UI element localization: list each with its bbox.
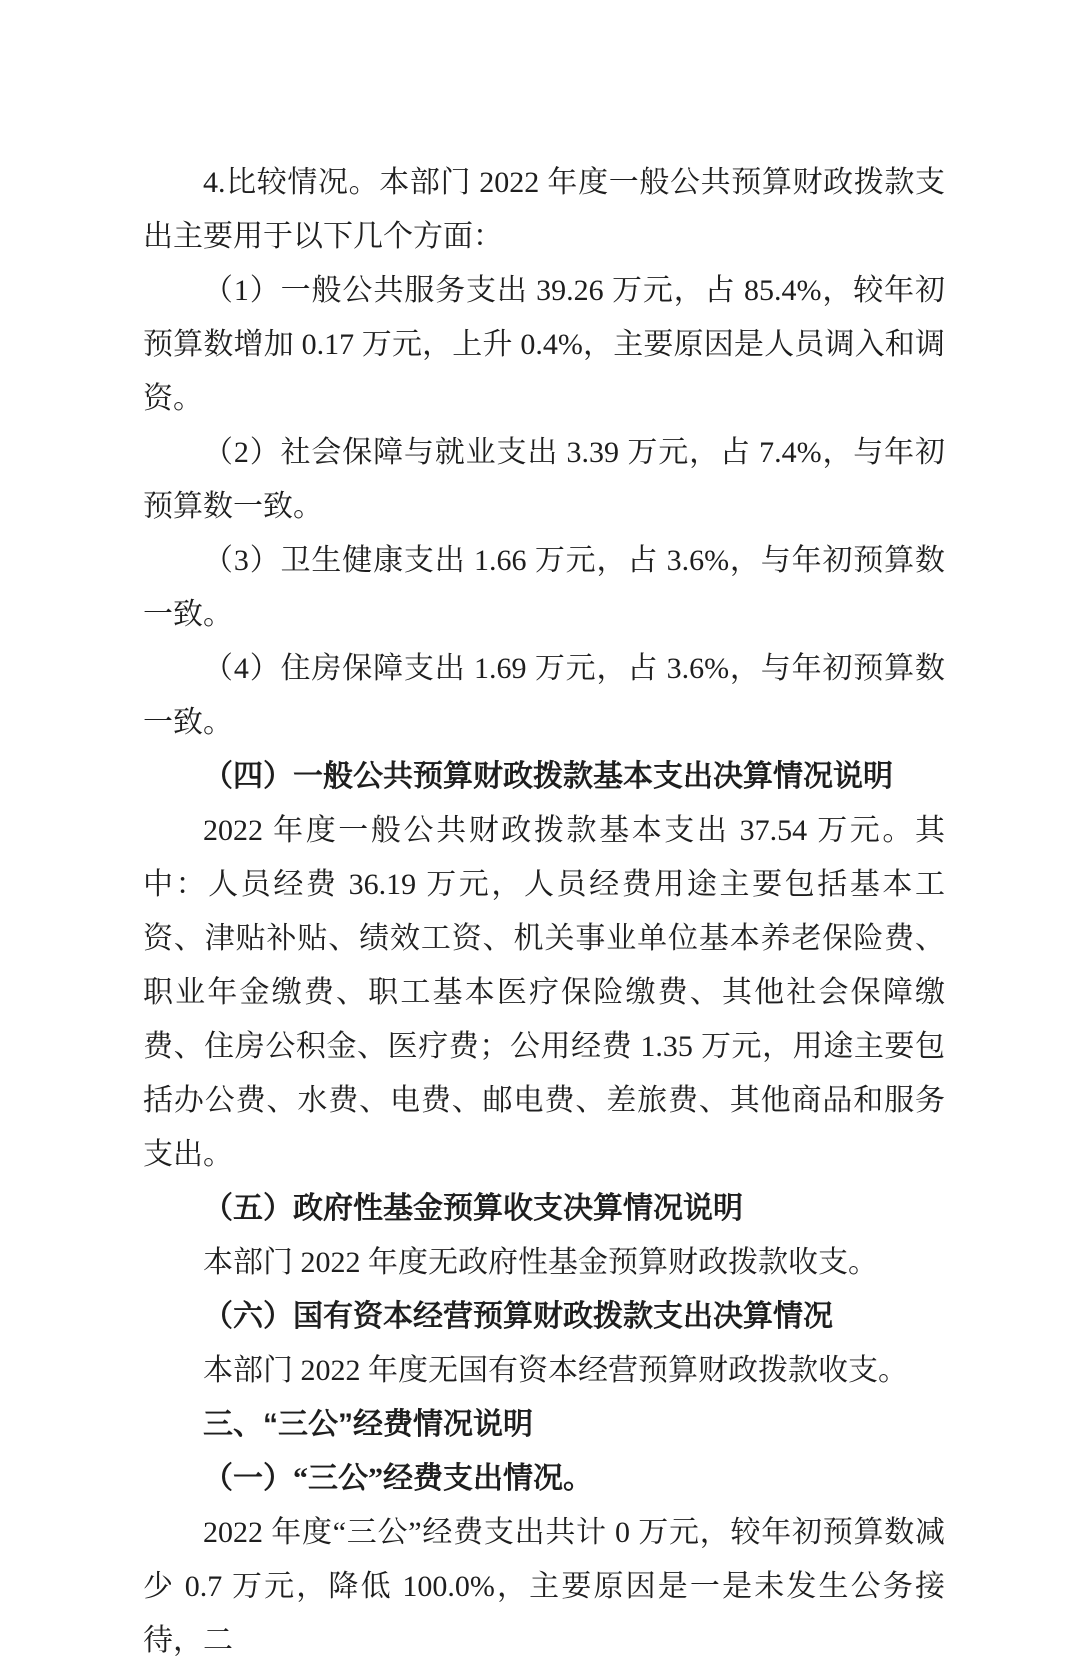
- para-item-3: （3）卫生健康支出 1.66 万元，占 3.6%，与年初预算数一致。: [143, 544, 945, 631]
- heading-three-public-funds: 三、“三公”经费情况说明: [203, 1408, 533, 1441]
- para-state-capital: 本部门 2022 年度无国有资本经营预算财政拨款收支。: [203, 1354, 908, 1387]
- para-basic-expenditure: 2022 年度一般公共财政拨款基本支出 37.54 万元。其中：人员经费 36.19 万元，人员经费用途主要包括基本工资、津贴补贴、绩效工资、机关事业单位基本养老保险费、职业年金缴费、职工基本医疗保险缴费、其他社会保障缴费、住房公积金、医疗费；公用经费 1.35 万元，用途主要包括办公费、水费、电费、邮电费、差旅费、其他商品和服务支出。: [143, 814, 945, 1171]
- para-comparison-intro: 4.比较情况。本部门 2022 年度一般公共预算财政拨款支出主要用于以下几个方面：: [143, 166, 945, 253]
- para-item-1: （1）一般公共服务支出 39.26 万元，占 85.4%，较年初预算数增加 0.17 万元，上升 0.4%，主要原因是人员调入和调资。: [143, 274, 945, 415]
- heading-three-public-expenditure: （一）“三公”经费支出情况。: [203, 1462, 593, 1495]
- document-body: [143, 156, 945, 1668]
- para-three-public-detail: 2022 年度“三公”经费支出共计 0 万元，较年初预算数减少 0.7 万元，降低 100.0%，主要原因是一是未发生公务接待，二: [143, 1516, 945, 1657]
- para-item-4: （4）住房保障支出 1.69 万元，占 3.6%，与年初预算数一致。: [143, 652, 945, 739]
- heading-section-four: （四）一般公共预算财政拨款基本支出决算情况说明: [203, 760, 893, 793]
- para-item-2: （2）社会保障与就业支出 3.39 万元，占 7.4%，与年初预算数一致。: [143, 436, 945, 523]
- heading-section-five: （五）政府性基金预算收支决算情况说明: [203, 1192, 743, 1225]
- heading-section-six: （六）国有资本经营预算财政拨款支出决算情况: [203, 1300, 833, 1333]
- para-gov-fund: 本部门 2022 年度无政府性基金预算财政拨款收支。: [203, 1246, 878, 1279]
